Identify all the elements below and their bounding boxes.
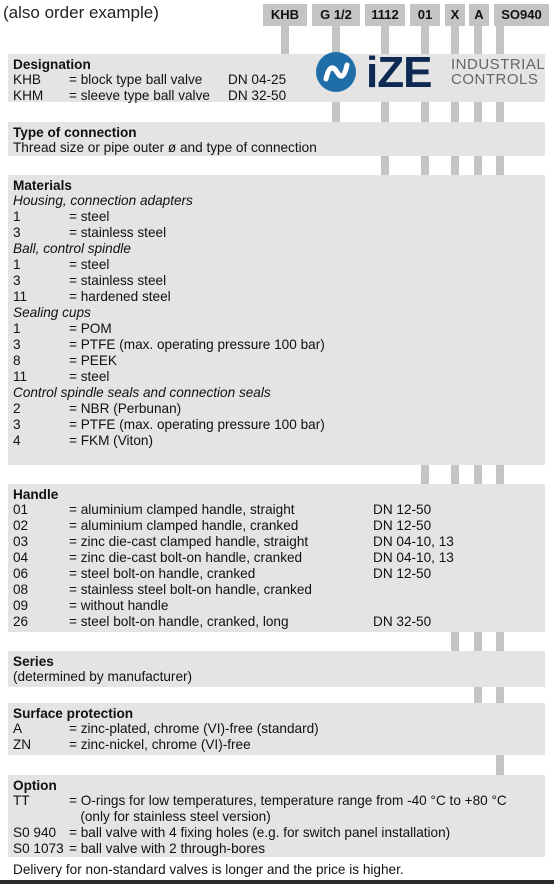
series-title: Series: [13, 654, 54, 669]
handle-row: 08 = stainless steel bolt-on handle, cranked: [13, 582, 312, 597]
handle-row: 06 = steel bolt-on handle, cranked DN 12-50: [13, 566, 432, 581]
materials-row: 3 = PTFE (max. operating pressure 100 bar): [13, 417, 325, 432]
code-option: SO940: [494, 4, 549, 26]
option-title: Option: [13, 778, 57, 793]
section-surface: [8, 703, 545, 755]
connection-title: Type of connection: [13, 125, 137, 140]
designation-title: Designation: [13, 57, 91, 72]
materials-row: 3 = stainless steel: [13, 225, 167, 240]
materials-row: 3 = PTFE (max. operating pressure 100 bar): [13, 337, 325, 352]
materials-subheading: Control spindle seals and connection seals: [13, 385, 271, 400]
materials-row: 4 = FKM (Viton): [13, 433, 153, 448]
code-materials: 1112: [365, 4, 405, 26]
materials-row: 1 = steel: [13, 209, 110, 224]
intro-text: (also order example): [3, 3, 159, 22]
section-connection: [8, 122, 545, 156]
ize-logo: [316, 50, 548, 96]
section-materials: [8, 175, 545, 465]
logo-line2: CONTROLS: [451, 71, 539, 88]
handle-row: 09 = without handle: [13, 598, 169, 613]
materials-subheading: Housing, connection adapters: [13, 193, 193, 208]
option-row: (only for stainless steel version): [69, 809, 271, 824]
logo-line1: INDUSTRIAL: [451, 56, 546, 73]
materials-row: 8 = PEEK: [13, 353, 117, 368]
handle-row: 01 = aluminium clamped handle, straight DN 12-50: [13, 502, 432, 517]
section-option: [8, 775, 545, 857]
section-series: [8, 651, 545, 687]
materials-row: 1 = POM: [13, 321, 112, 336]
surface-row: A = zinc-plated, chrome (VI)-free (standard): [13, 721, 319, 736]
materials-subheading: Ball, control spindle: [13, 241, 131, 256]
handle-row: 26 = steel bolt-on handle, cranked, long DN 32-50: [13, 614, 432, 629]
designation-row: KHM = sleeve type ball valve DN 32-50: [13, 88, 287, 103]
section-handle: [8, 484, 545, 632]
surface-title: Surface protection: [13, 706, 134, 721]
surface-row: ZN = zinc-nickel, chrome (VI)-free: [13, 737, 251, 752]
designation-row: KHB = block type ball valve DN 04-25: [13, 72, 287, 87]
materials-row: 11 = steel: [13, 369, 110, 384]
materials-row: 2 = NBR (Perbunan): [13, 401, 182, 416]
connector-designation: [281, 26, 289, 54]
code-connection: G 1/2: [312, 4, 360, 26]
materials-row: 11 = hardened steel: [13, 289, 171, 304]
handle-row: 04 = zinc die-cast bolt-on handle, cranked DN 04-10, 13: [13, 550, 454, 565]
option-row: S0 1073 = ball valve with 2 through-bores: [13, 841, 266, 856]
code-surface: A: [469, 4, 489, 26]
materials-row: 3 = stainless steel: [13, 273, 167, 288]
option-row: TT = O-rings for low temperatures, temperature range from -40 °C to +80 °C: [13, 793, 507, 808]
footer-note: Delivery for non-standard valves is longer and the price is higher.: [13, 862, 404, 877]
materials-row: 1 = steel: [13, 257, 110, 272]
code-designation: KHB: [263, 4, 307, 26]
series-text: (determined by manufacturer): [13, 669, 193, 684]
materials-title: Materials: [13, 178, 72, 193]
handle-title: Handle: [13, 487, 59, 502]
handle-row: 03 = zinc die-cast clamped handle, straight DN 04-10, 13: [13, 534, 454, 549]
code-series: X: [445, 4, 465, 26]
logo-brand: iZE: [366, 48, 432, 97]
option-row: S0 940 = ball valve with 4 fixing holes (e.g. for switch panel installation): [13, 825, 451, 840]
bottom-rule: [0, 880, 554, 884]
handle-row: 02 = aluminium clamped handle, cranked DN 12-50: [13, 518, 432, 533]
materials-subheading: Sealing cups: [13, 305, 91, 320]
code-handle: 01: [410, 4, 440, 26]
connection-text: Thread size or pipe outer ø and type of connection: [13, 140, 317, 155]
logo-mark-icon: [316, 52, 356, 92]
